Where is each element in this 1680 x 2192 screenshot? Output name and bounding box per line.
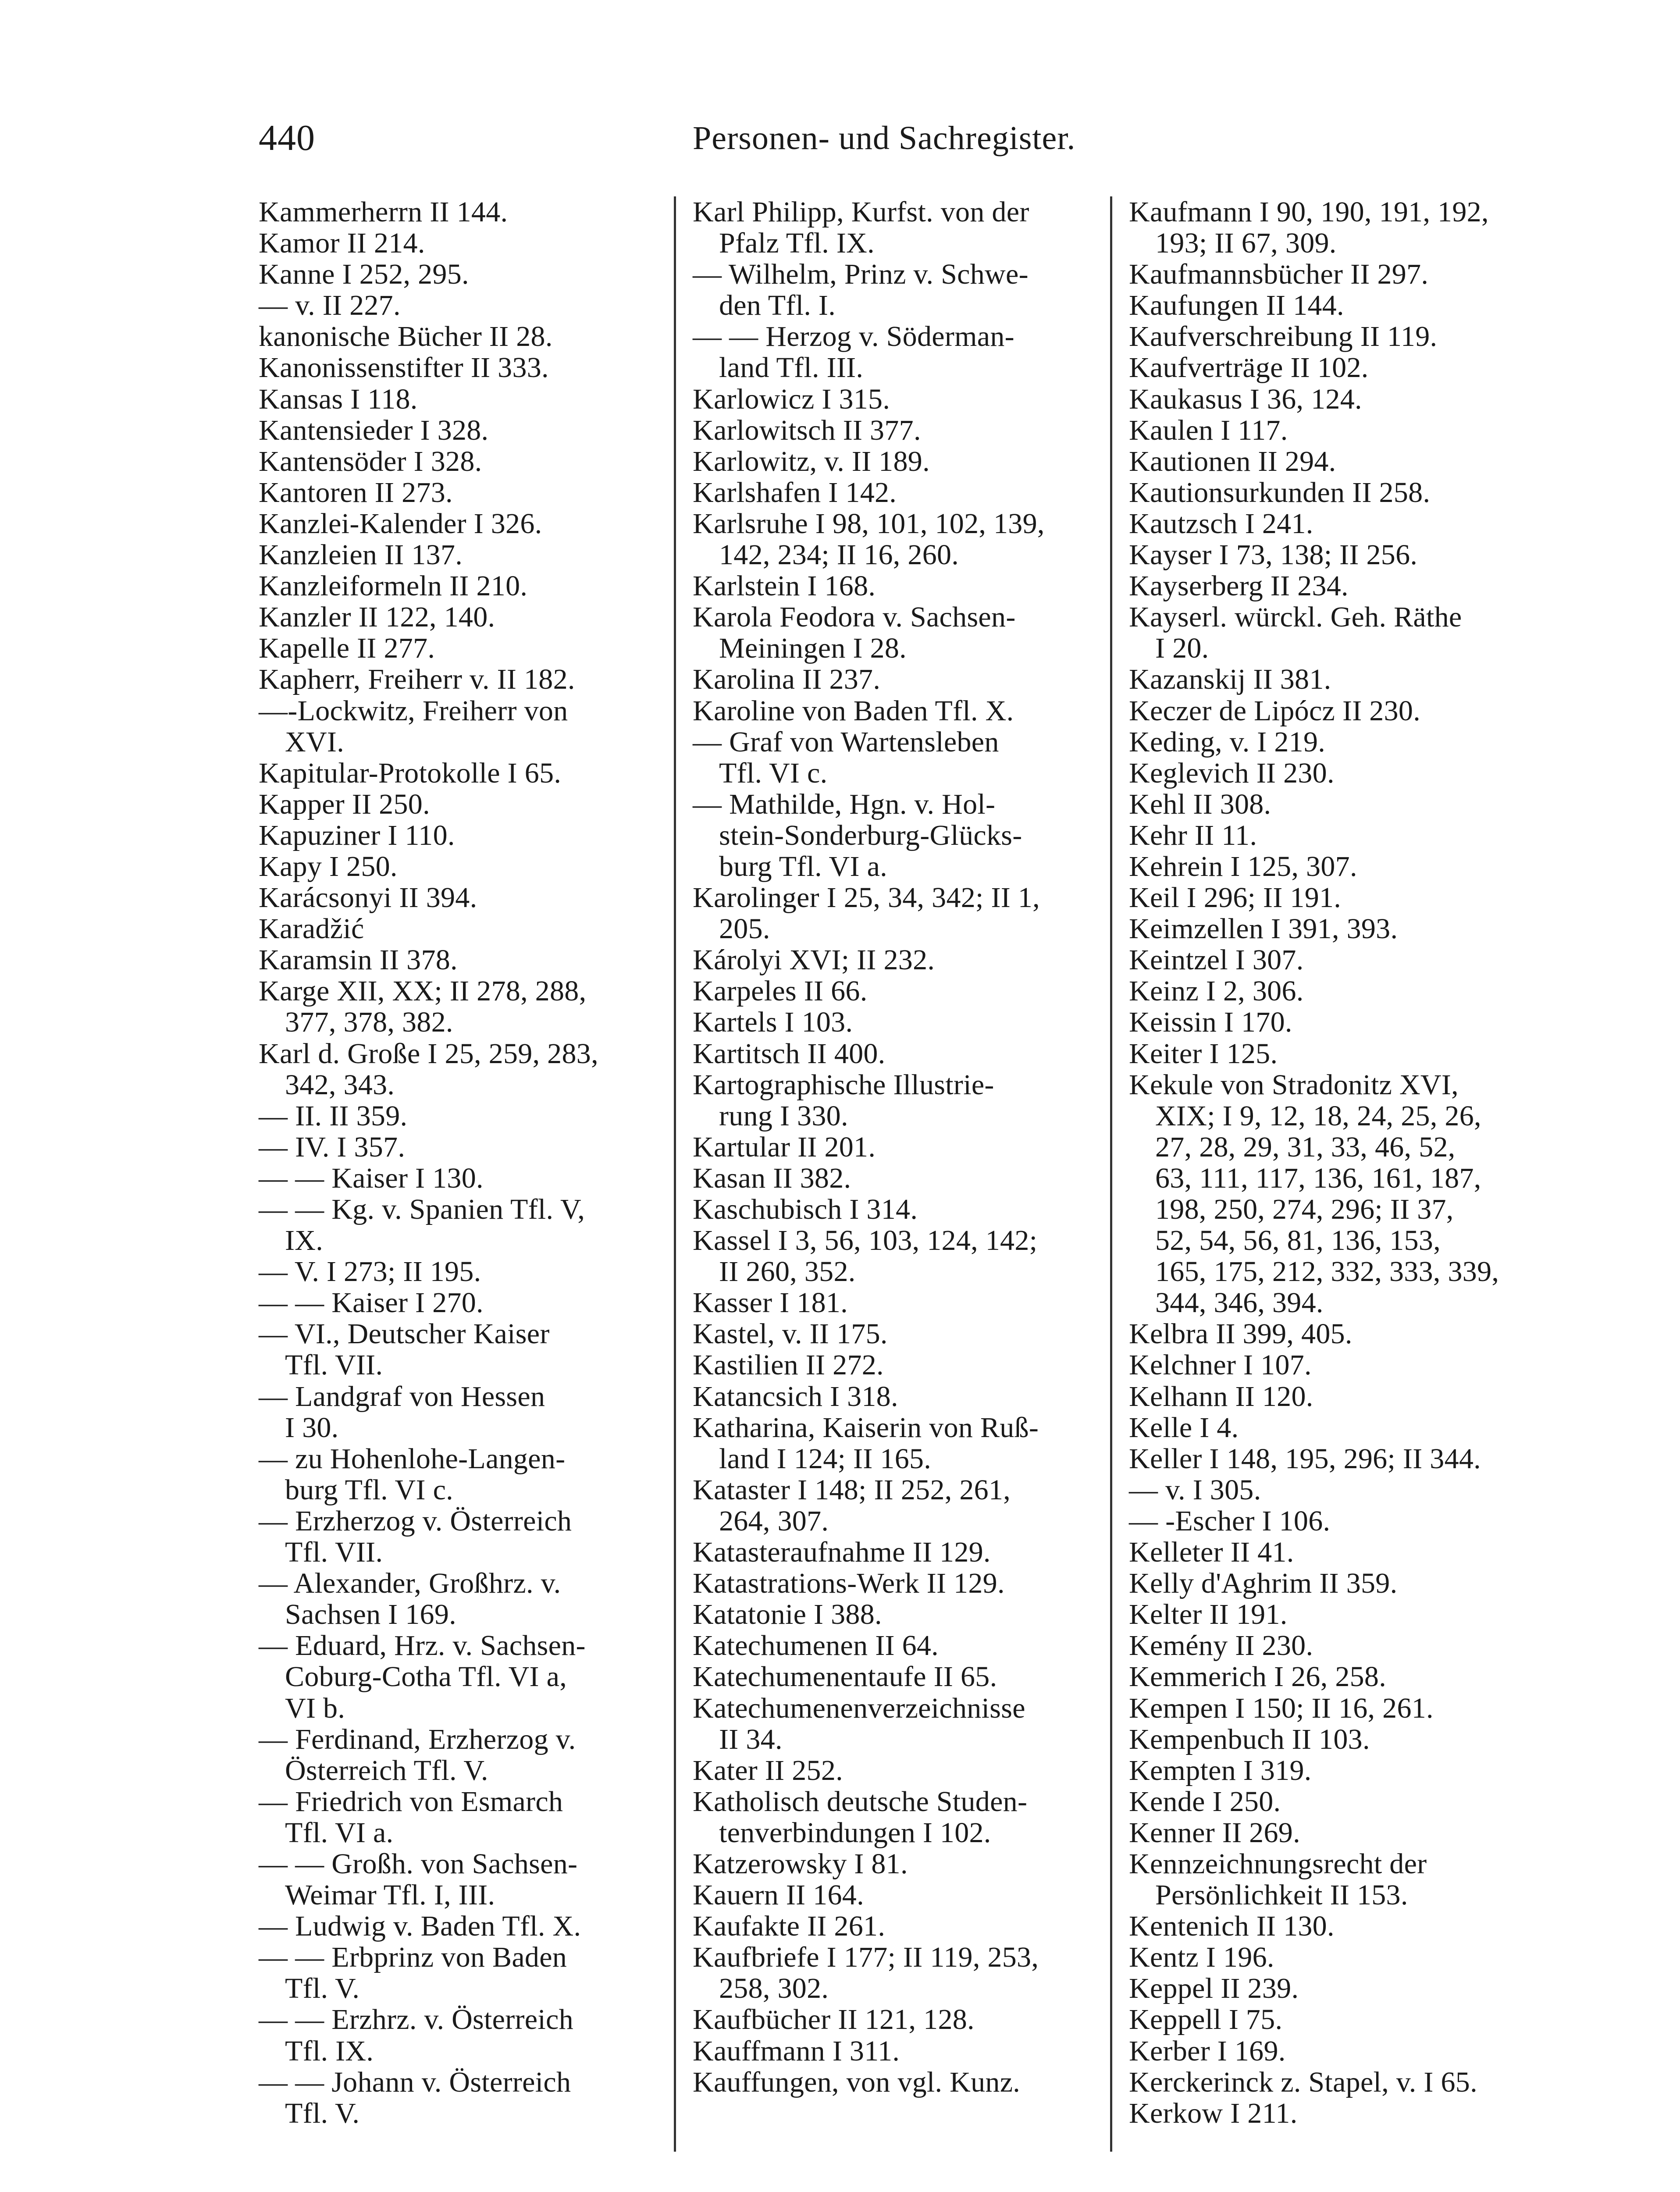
index-entry-continuation: burg Tfl. VI a. — [719, 850, 887, 882]
page-header — [0, 116, 1680, 169]
index-entry: Karlshafen I 142. — [693, 476, 897, 509]
index-entry: Kaukasus I 36, 124. — [1129, 383, 1362, 415]
index-entry-continuation: 344, 346, 394. — [1155, 1287, 1324, 1319]
index-entry-continuation: Tfl. VII. — [285, 1536, 383, 1569]
index-entry-continuation: Tfl. VII. — [285, 1349, 383, 1381]
index-entry: — — Johann v. Österreich — [259, 2066, 571, 2098]
index-entry: Kansas I 118. — [259, 383, 418, 415]
index-entry-continuation: 27, 28, 29, 31, 33, 46, 52, — [1155, 1131, 1456, 1163]
index-entry: Katechumenenverzeichnisse — [693, 1692, 1025, 1724]
index-entry: Kanzler II 122, 140. — [259, 601, 495, 633]
index-entry-continuation: den Tfl. I. — [719, 289, 836, 322]
index-entry-continuation: Tfl. VI c. — [719, 757, 828, 789]
index-entry-continuation: 142, 234; II 16, 260. — [719, 539, 959, 571]
index-entry-continuation: 198, 250, 274, 296; II 37, — [1155, 1193, 1454, 1225]
index-entry-continuation: Persönlichkeit II 153. — [1155, 1879, 1408, 1911]
index-entry: Kelleter II 41. — [1129, 1536, 1294, 1569]
index-entry: Keller I 148, 195, 296; II 344. — [1129, 1442, 1481, 1475]
index-entry: Katasteraufnahme II 129. — [693, 1536, 991, 1569]
index-entry: — Landgraf von Hessen — [259, 1380, 545, 1413]
index-entry: Kapherr, Freiherr v. II 182. — [259, 663, 575, 696]
index-entry: Kerber I 169. — [1129, 2035, 1286, 2067]
index-entry-continuation: Tfl. V. — [285, 1972, 360, 2005]
index-entry: Karlsruhe I 98, 101, 102, 139, — [693, 507, 1045, 540]
index-entry: — V. I 273; II 195. — [259, 1256, 481, 1288]
index-entry: Kaufverträge II 102. — [1129, 352, 1369, 384]
index-entry: — Ferdinand, Erzherzog v. — [259, 1723, 576, 1755]
index-entry: Karadžić — [259, 913, 364, 945]
index-entry: Kapy I 250. — [259, 850, 398, 882]
index-entry: Keiter I 125. — [1129, 1037, 1278, 1070]
index-entry: Kaufmannsbücher II 297. — [1129, 258, 1429, 291]
column-divider — [1110, 196, 1112, 2152]
index-entry: — Ludwig v. Baden Tfl. X. — [259, 1910, 581, 1943]
index-column-3 — [1129, 196, 1545, 2129]
index-entry: Kautionen II 294. — [1129, 445, 1336, 477]
index-entry: Katancsich I 318. — [693, 1380, 898, 1413]
index-entry: —-Lockwitz, Freiherr von — [259, 694, 568, 727]
index-entry-continuation: 165, 175, 212, 332, 333, 339, — [1155, 1256, 1499, 1288]
index-entry: Kantensöder I 328. — [259, 445, 482, 477]
index-entry: Katechumenentaufe II 65. — [693, 1661, 997, 1693]
index-entry: Kehl II 308. — [1129, 788, 1271, 820]
index-entry: Kaufbücher II 121, 128. — [693, 2003, 975, 2036]
index-entry: Karlowitsch II 377. — [693, 414, 921, 446]
index-entry-continuation: Weimar Tfl. I, III. — [285, 1879, 495, 1911]
index-entry: Kanzleien II 137. — [259, 539, 463, 571]
index-entry: Karoline von Baden Tfl. X. — [693, 694, 1014, 727]
index-entry-continuation: XVI. — [285, 726, 345, 758]
index-entry: — zu Hohenlohe-Langen- — [259, 1442, 566, 1475]
index-entry: Kelbra II 399, 405. — [1129, 1318, 1353, 1350]
index-entry: — — Kaiser I 270. — [259, 1287, 484, 1319]
index-entry: Kartitsch II 400. — [693, 1037, 886, 1070]
index-entry: Kauffmann I 311. — [693, 2035, 900, 2067]
index-entry: Katatonie I 388. — [693, 1598, 882, 1631]
index-entry-continuation: I 20. — [1155, 632, 1209, 665]
index-entry-continuation: IX. — [285, 1224, 324, 1257]
index-entry-continuation: Österreich Tfl. V. — [285, 1754, 488, 1786]
index-column-1 — [259, 196, 662, 2129]
index-entry: Kantoren II 273. — [259, 476, 453, 509]
index-entry-continuation: Tfl. VI a. — [285, 1816, 394, 1849]
index-entry-continuation: 258, 302. — [719, 1972, 829, 2005]
index-entry: Katastrations-Werk II 129. — [693, 1567, 1005, 1600]
index-entry: Karolinger I 25, 34, 342; II 1, — [693, 882, 1040, 914]
index-entry: Keissin I 170. — [1129, 1006, 1292, 1039]
index-entry: — Wilhelm, Prinz v. Schwe- — [693, 258, 1029, 291]
index-entry: Kauffungen, von vgl. Kunz. — [693, 2066, 1021, 2098]
index-entry: Kapuziner I 110. — [259, 819, 455, 851]
index-entry: Kentz I 196. — [1129, 1941, 1274, 1974]
index-entry-continuation: Coburg-Cotha Tfl. VI a, — [285, 1661, 567, 1693]
index-entry: Kemény II 230. — [1129, 1630, 1313, 1662]
index-entry: Kanne I 252, 295. — [259, 258, 469, 291]
index-entry: Keppell I 75. — [1129, 2003, 1283, 2036]
index-entry: Kartular II 201. — [693, 1131, 876, 1163]
index-entry: kanonische Bücher II 28. — [259, 320, 553, 353]
index-entry: Kaufmann I 90, 190, 191, 192, — [1129, 196, 1489, 228]
index-entry: Keinz I 2, 306. — [1129, 975, 1304, 1007]
index-entry-continuation: 63, 111, 117, 136, 161, 187, — [1155, 1162, 1481, 1194]
index-entry: Kapelle II 277. — [259, 632, 435, 665]
index-entry: — -Escher I 106. — [1129, 1505, 1331, 1537]
index-entry: Keczer de Lipócz II 230. — [1129, 694, 1421, 727]
index-entry: Kasser I 181. — [693, 1287, 848, 1319]
index-entry: Kehr II 11. — [1129, 819, 1257, 851]
index-entry: Keil I 296; II 191. — [1129, 882, 1342, 914]
index-entry: Kennzeichnungsrecht der — [1129, 1847, 1427, 1880]
index-entry-continuation: burg Tfl. VI c. — [285, 1473, 453, 1506]
index-entry: — v. II 227. — [259, 289, 401, 322]
index-entry-continuation: land I 124; II 165. — [719, 1442, 932, 1475]
index-entry-continuation: Pfalz Tfl. IX. — [719, 227, 875, 260]
index-entry-continuation: 205. — [719, 913, 770, 945]
index-entry: Kempten I 319. — [1129, 1754, 1312, 1786]
index-entry: Kentenich II 130. — [1129, 1910, 1335, 1943]
index-column-2 — [693, 196, 1092, 2098]
index-entry: Katechumenen II 64. — [693, 1630, 939, 1662]
index-entry: Kenner II 269. — [1129, 1816, 1300, 1849]
index-entry: Kaufungen II 144. — [1129, 289, 1344, 322]
index-entry-continuation: VI b. — [285, 1692, 345, 1724]
index-entry: Kautionsurkunden II 258. — [1129, 476, 1431, 509]
index-entry: — IV. I 357. — [259, 1131, 406, 1163]
index-entry-continuation: stein-Sonderburg-Glücks- — [719, 819, 1022, 851]
index-entry: Karl Philipp, Kurfst. von der — [693, 196, 1029, 228]
index-entry: Karl d. Große I 25, 259, 283, — [259, 1037, 598, 1070]
index-entry: Kaufakte II 261. — [693, 1910, 886, 1943]
index-entry-continuation: II 34. — [719, 1723, 783, 1755]
index-entry-continuation: 342, 343. — [285, 1068, 395, 1101]
index-entry: Károlyi XVI; II 232. — [693, 944, 935, 976]
index-entry: Katzerowsky I 81. — [693, 1847, 908, 1880]
index-entry-continuation: XIX; I 9, 12, 18, 24, 25, 26, — [1155, 1100, 1481, 1132]
index-entry: Kauern II 164. — [693, 1879, 864, 1911]
index-entry-continuation: 52, 54, 56, 81, 136, 153, — [1155, 1224, 1441, 1257]
index-entry: Kelter II 191. — [1129, 1598, 1288, 1631]
index-entry: Kanonissenstifter II 333. — [259, 352, 549, 384]
index-entry-continuation: II 260, 352. — [719, 1256, 856, 1288]
index-entry: Kassel I 3, 56, 103, 124, 142; — [693, 1224, 1038, 1257]
index-entry: Kehrein I 125, 307. — [1129, 850, 1357, 882]
index-entry: Kemmerich I 26, 258. — [1129, 1661, 1387, 1693]
index-entry-continuation: I 30. — [285, 1411, 339, 1444]
index-entry: Kayserl. würckl. Geh. Räthe — [1129, 601, 1462, 633]
index-entry-continuation: Tfl. IX. — [285, 2035, 374, 2067]
index-entry: Kasan II 382. — [693, 1162, 851, 1194]
index-entry: Karge XII, XX; II 278, 288, — [259, 975, 587, 1007]
index-entry: — Alexander, Großhrz. v. — [259, 1567, 561, 1600]
index-entry: — Graf von Wartensleben — [693, 726, 999, 758]
index-entry: — Friedrich von Esmarch — [259, 1785, 563, 1818]
index-entry: Kelchner I 107. — [1129, 1349, 1312, 1381]
index-entry: Kempenbuch II 103. — [1129, 1723, 1370, 1755]
index-entry: Karlowicz I 315. — [693, 383, 890, 415]
index-entry: Karlstein I 168. — [693, 570, 876, 602]
index-entry-continuation: Sachsen I 169. — [285, 1598, 456, 1631]
index-entry: Kaufverschreibung II 119. — [1129, 320, 1438, 353]
index-entry: Katharina, Kaiserin von Ruß- — [693, 1411, 1039, 1444]
index-entry: Kartels I 103. — [693, 1006, 853, 1039]
index-entry-continuation: tenverbindungen I 102. — [719, 1816, 991, 1849]
index-entry: Karola Feodora v. Sachsen- — [693, 601, 1016, 633]
index-entry: Kempen I 150; II 16, 261. — [1129, 1692, 1434, 1724]
index-entry-continuation: rung I 330. — [719, 1100, 848, 1132]
index-entry: — — Erzhrz. v. Österreich — [259, 2003, 573, 2036]
running-head: Personen- und Sachregister. — [693, 120, 1076, 157]
index-entry: Kantensieder I 328. — [259, 414, 489, 446]
index-entry: Kastel, v. II 175. — [693, 1318, 888, 1350]
index-entry: Kende I 250. — [1129, 1785, 1281, 1818]
index-entry: Kerkow I 211. — [1129, 2097, 1298, 2129]
index-entry-continuation: Tfl. V. — [285, 2097, 360, 2129]
index-entry: Kartographische Illustrie- — [693, 1068, 994, 1101]
index-entry: Kautzsch I 241. — [1129, 507, 1313, 540]
index-entry: — II. II 359. — [259, 1100, 408, 1132]
index-entry: — Eduard, Hrz. v. Sachsen- — [259, 1630, 586, 1662]
index-entry: Kanzleiformeln II 210. — [259, 570, 528, 602]
index-entry: Kelhann II 120. — [1129, 1380, 1313, 1413]
index-entry: Karolina II 237. — [693, 663, 881, 696]
index-entry: — — Großh. von Sachsen- — [259, 1847, 578, 1880]
index-entry: — — Herzog v. Söderman- — [693, 320, 1014, 353]
index-entry: Kastilien II 272. — [693, 1349, 884, 1381]
index-entry: Kapper II 250. — [259, 788, 430, 820]
index-entry: Kater II 252. — [693, 1754, 843, 1786]
index-entry: Karlowitz, v. II 189. — [693, 445, 930, 477]
index-entry: — Mathilde, Hgn. v. Hol- — [693, 788, 996, 820]
index-entry: Kapitular-Protokolle I 65. — [259, 757, 562, 789]
index-entry: Kelly d'Aghrim II 359. — [1129, 1567, 1398, 1600]
index-entry: — VI., Deutscher Kaiser — [259, 1318, 550, 1350]
index-entry: Keding, v. I 219. — [1129, 726, 1326, 758]
index-entry: Kazanskij II 381. — [1129, 663, 1331, 696]
index-entry: Kekule von Stradonitz XVI, — [1129, 1068, 1459, 1101]
index-entry-continuation: 377, 378, 382. — [285, 1006, 453, 1039]
index-entry: Katholisch deutsche Studen- — [693, 1785, 1028, 1818]
index-entry-continuation: 264, 307. — [719, 1505, 829, 1537]
index-entry: — Erzherzog v. Österreich — [259, 1505, 572, 1537]
index-entry: — — Kg. v. Spanien Tfl. V, — [259, 1193, 585, 1225]
index-entry: — — Kaiser I 130. — [259, 1162, 484, 1194]
page-number: 440 — [259, 117, 315, 158]
index-entry: Keglevich II 230. — [1129, 757, 1335, 789]
index-entry: Kayserberg II 234. — [1129, 570, 1349, 602]
index-entry: Karamsin II 378. — [259, 944, 458, 976]
index-entry: Kaufbriefe I 177; II 119, 253, — [693, 1941, 1039, 1974]
index-entry: Karácsonyi II 394. — [259, 882, 477, 914]
index-entry: Kammerherrn II 144. — [259, 196, 508, 228]
index-entry-continuation: Meiningen I 28. — [719, 632, 907, 665]
index-entry: Kataster I 148; II 252, 261, — [693, 1473, 1011, 1506]
index-entry: Keimzellen I 391, 393. — [1129, 913, 1398, 945]
index-entry: — — Erbprinz von Baden — [259, 1941, 567, 1974]
index-entry: Kaulen I 117. — [1129, 414, 1288, 446]
column-divider — [674, 196, 676, 2152]
index-entry: Kelle I 4. — [1129, 1411, 1239, 1444]
index-entry: Kayser I 73, 138; II 256. — [1129, 539, 1418, 571]
index-entry: Karpeles II 66. — [693, 975, 868, 1007]
index-entry: Kaschubisch I 314. — [693, 1193, 918, 1225]
index-entry: Keppel II 239. — [1129, 1972, 1299, 2005]
index-entry-continuation: land Tfl. III. — [719, 352, 864, 384]
index-entry: — v. I 305. — [1129, 1473, 1261, 1506]
index-entry: Kanzlei-Kalender I 326. — [259, 507, 542, 540]
index-entry: Kerckerinck z. Stapel, v. I 65. — [1129, 2066, 1477, 2098]
index-entry-continuation: 193; II 67, 309. — [1155, 227, 1337, 260]
index-entry: Kamor II 214. — [259, 227, 425, 260]
index-entry: Keintzel I 307. — [1129, 944, 1304, 976]
